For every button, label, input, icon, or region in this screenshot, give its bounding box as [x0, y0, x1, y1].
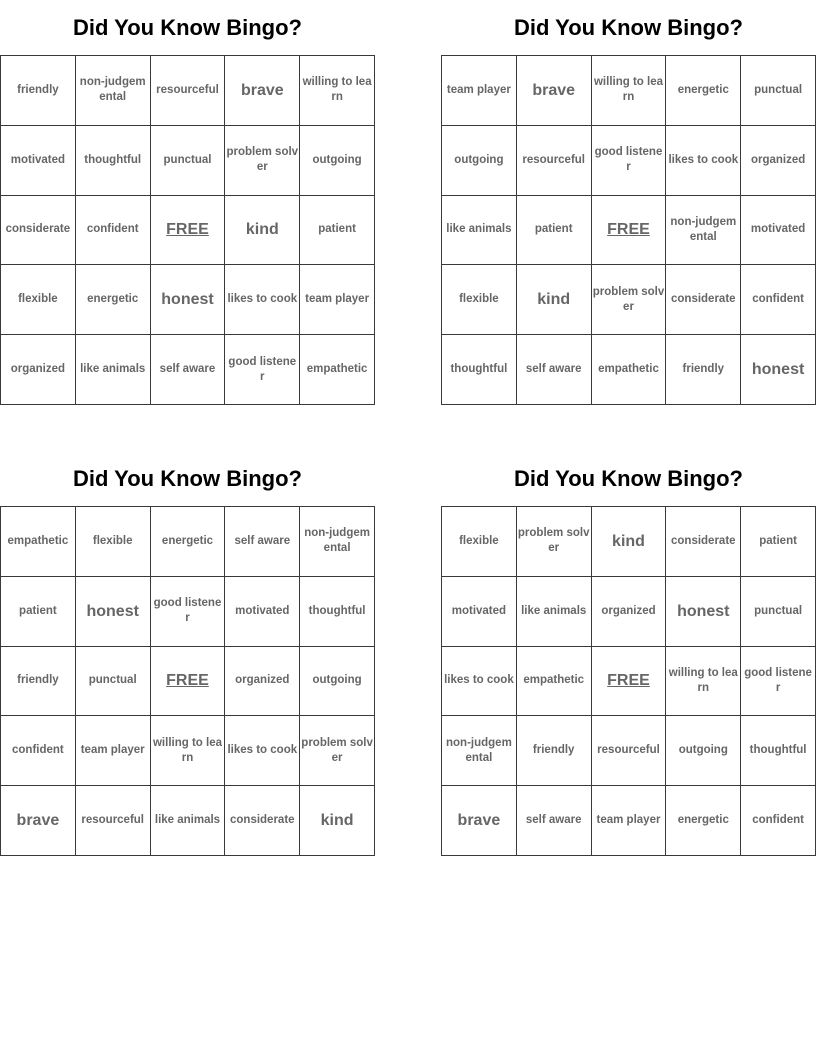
bingo-cell: likes to cook: [442, 647, 517, 717]
bingo-cell: willing to learn: [666, 647, 741, 717]
bingo-cell: flexible: [76, 507, 151, 577]
bingo-cell: non-judgemental: [300, 507, 375, 577]
bingo-cell: team player: [592, 786, 667, 856]
bingo-cell: punctual: [741, 577, 816, 647]
bingo-cell: patient: [1, 577, 76, 647]
bingo-cell: friendly: [666, 335, 741, 405]
bingo-cell: likes to cook: [666, 126, 741, 196]
bingo-cell: flexible: [442, 265, 517, 335]
bingo-cell: good listener: [592, 126, 667, 196]
card-title: Did You Know Bingo?: [514, 466, 743, 491]
bingo-cell: energetic: [666, 56, 741, 126]
bingo-cell: kind: [517, 265, 592, 335]
bingo-cell: empathetic: [592, 335, 667, 405]
bingo-cell: good listener: [741, 647, 816, 717]
bingo-cell: empathetic: [1, 507, 76, 577]
bingo-cell: confident: [76, 196, 151, 266]
bingo-cell: honest: [76, 577, 151, 647]
bingo-cell: organized: [225, 647, 300, 717]
bingo-cell: problem solver: [592, 265, 667, 335]
bingo-cell: organized: [592, 577, 667, 647]
bingo-cell: energetic: [76, 265, 151, 335]
bingo-cell: self aware: [225, 507, 300, 577]
bingo-cell: confident: [741, 265, 816, 335]
bingo-cell: kind: [225, 196, 300, 266]
bingo-cell: kind: [300, 786, 375, 856]
bingo-cell: friendly: [1, 56, 76, 126]
bingo-cell: motivated: [1, 126, 76, 196]
bingo-cell: organized: [1, 335, 76, 405]
bingo-cell: friendly: [517, 716, 592, 786]
bingo-cell: energetic: [666, 786, 741, 856]
bingo-cell: problem solver: [517, 507, 592, 577]
bingo-cell-free: FREE: [151, 647, 226, 717]
bingo-cell: confident: [741, 786, 816, 856]
bingo-cell: likes to cook: [225, 716, 300, 786]
bingo-cell: non-judgemental: [76, 56, 151, 126]
bingo-cell: non-judgemental: [442, 716, 517, 786]
bingo-cell: friendly: [1, 647, 76, 717]
bingo-cell: like animals: [76, 335, 151, 405]
bingo-cell: like animals: [442, 196, 517, 266]
bingo-cell: team player: [442, 56, 517, 126]
bingo-cell: resourceful: [592, 716, 667, 786]
bingo-cell: honest: [741, 335, 816, 405]
bingo-cell: punctual: [151, 126, 226, 196]
bingo-grid: [0, 506, 375, 856]
bingo-cell: resourceful: [517, 126, 592, 196]
bingo-cell: self aware: [517, 786, 592, 856]
bingo-grid: [441, 55, 816, 405]
bingo-cell: non-judgemental: [666, 196, 741, 266]
bingo-cell: patient: [741, 507, 816, 577]
bingo-cell: thoughtful: [741, 716, 816, 786]
bingo-cell: patient: [517, 196, 592, 266]
bingo-cell: considerate: [1, 196, 76, 266]
bingo-cell: brave: [1, 786, 76, 856]
bingo-cell: honest: [151, 265, 226, 335]
bingo-cell: brave: [225, 56, 300, 126]
bingo-cell: willing to learn: [151, 716, 226, 786]
bingo-cell: likes to cook: [225, 265, 300, 335]
bingo-cell: problem solver: [300, 716, 375, 786]
bingo-cell: organized: [741, 126, 816, 196]
bingo-cell: motivated: [442, 577, 517, 647]
bingo-cell: considerate: [666, 507, 741, 577]
bingo-cell: team player: [76, 716, 151, 786]
card-title: Did You Know Bingo?: [73, 466, 302, 491]
bingo-cell: energetic: [151, 507, 226, 577]
bingo-cell: punctual: [741, 56, 816, 126]
bingo-cell: resourceful: [76, 786, 151, 856]
bingo-cell: brave: [442, 786, 517, 856]
bingo-cell: self aware: [517, 335, 592, 405]
bingo-grid: [441, 506, 816, 856]
bingo-cell: motivated: [225, 577, 300, 647]
bingo-cell: flexible: [442, 507, 517, 577]
bingo-cell: kind: [592, 507, 667, 577]
bingo-cell-free: FREE: [151, 196, 226, 266]
bingo-cell: outgoing: [442, 126, 517, 196]
bingo-cell-free: FREE: [592, 196, 667, 266]
bingo-cell: flexible: [1, 265, 76, 335]
bingo-cell: confident: [1, 716, 76, 786]
bingo-cell: empathetic: [517, 647, 592, 717]
bingo-cell: good listener: [225, 335, 300, 405]
bingo-cell: outgoing: [300, 647, 375, 717]
bingo-cell: self aware: [151, 335, 226, 405]
card-title: Did You Know Bingo?: [514, 15, 743, 40]
bingo-cell: thoughtful: [76, 126, 151, 196]
bingo-cell: motivated: [741, 196, 816, 266]
bingo-cell-free: FREE: [592, 647, 667, 717]
bingo-cell: thoughtful: [442, 335, 517, 405]
bingo-cell: brave: [517, 56, 592, 126]
bingo-cell: resourceful: [151, 56, 226, 126]
bingo-cell: outgoing: [666, 716, 741, 786]
bingo-cell: outgoing: [300, 126, 375, 196]
bingo-cell: problem solver: [225, 126, 300, 196]
bingo-cell: thoughtful: [300, 577, 375, 647]
bingo-cell: considerate: [666, 265, 741, 335]
bingo-cell: punctual: [76, 647, 151, 717]
bingo-cell: willing to learn: [592, 56, 667, 126]
bingo-grid: [0, 55, 375, 405]
bingo-cell: empathetic: [300, 335, 375, 405]
bingo-cell: team player: [300, 265, 375, 335]
bingo-cell: considerate: [225, 786, 300, 856]
bingo-cell: good listener: [151, 577, 226, 647]
card-title: Did You Know Bingo?: [73, 15, 302, 40]
bingo-cell: honest: [666, 577, 741, 647]
bingo-cell: patient: [300, 196, 375, 266]
bingo-cell: like animals: [517, 577, 592, 647]
bingo-cell: willing to learn: [300, 56, 375, 126]
bingo-cell: like animals: [151, 786, 226, 856]
